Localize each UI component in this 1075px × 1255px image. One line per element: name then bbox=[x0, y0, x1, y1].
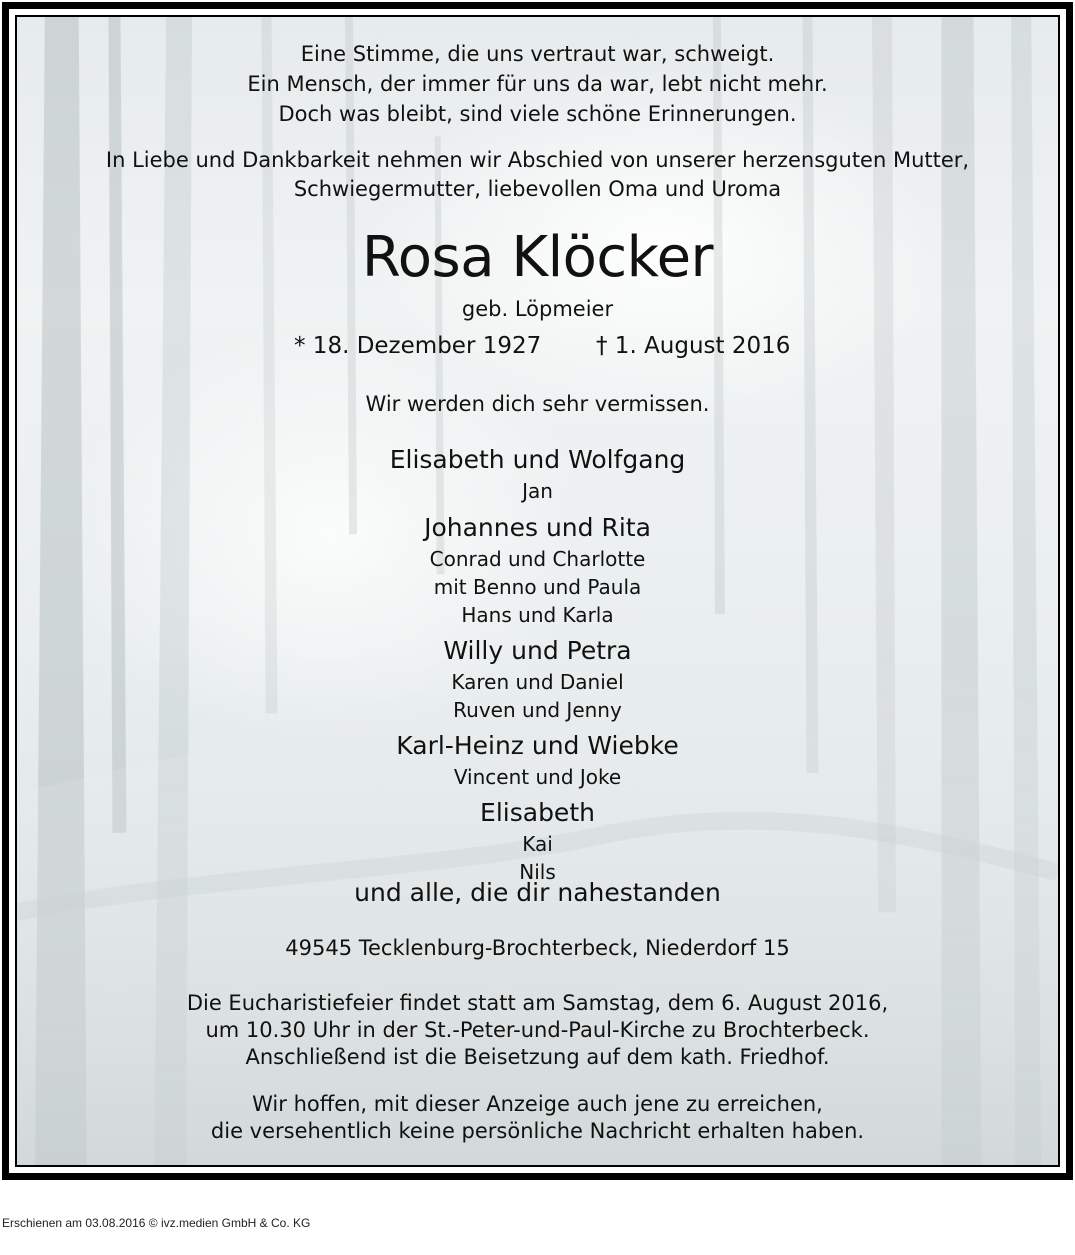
family-group bbox=[17, 443, 1058, 505]
obituary-background bbox=[15, 15, 1060, 1167]
miss-line: Wir werden dich sehr vermissen. bbox=[365, 392, 710, 416]
family-child: Hans und Karla bbox=[461, 603, 614, 627]
publication-footer: Erschienen am 03.08.2016 © ivz.medien GmbH & Co. KG bbox=[2, 1216, 311, 1230]
notice-text: Wir hoffen, mit dieser Anzeige auch jene zu erreichen, die versehentlich keine persönliche Nachricht erhalten haben. bbox=[210, 1092, 865, 1143]
family-child: mit Benno und Paula bbox=[433, 575, 642, 599]
farewell-intro: In Liebe und Dankbarkeit nehmen wir Abschied von unserer herzensguten Mutter, Schwiegermutter, liebevollen Oma und Uroma bbox=[105, 148, 970, 201]
family-couple: Johannes und Rita bbox=[424, 513, 651, 542]
family-address: 49545 Tecklenburg-Brochterbeck, Niederdorf 15 bbox=[285, 936, 790, 960]
family-child: Karen und Daniel bbox=[451, 670, 624, 694]
family-couple: Karl-Heinz und Wiebke bbox=[396, 731, 679, 760]
family-child: Kai bbox=[522, 832, 553, 856]
birth-date: * 18. Dezember 1927 bbox=[294, 333, 542, 359]
family-child: Ruven und Jenny bbox=[453, 698, 622, 722]
family-child: Conrad und Charlotte bbox=[429, 547, 646, 571]
family-group bbox=[17, 796, 1058, 886]
funeral-service-info: Die Eucharistiefeier findet statt am Samstag, dem 6. August 2016, um 10.30 Uhr in der St.-Peter-und-Paul-Kirche zu Brochterbeck. Anschließend ist die Beisetzung auf dem kath. Friedhof. bbox=[186, 991, 889, 1069]
family-group bbox=[17, 511, 1058, 629]
family-couple: Elisabeth bbox=[480, 798, 595, 827]
family-child: Nils bbox=[519, 860, 556, 884]
deceased-name: Rosa Klöcker bbox=[361, 225, 714, 290]
family-group bbox=[17, 729, 1058, 791]
family-group bbox=[17, 634, 1058, 724]
family-couple: Willy und Petra bbox=[443, 636, 632, 665]
family-child: Jan bbox=[522, 479, 553, 503]
obituary-frame bbox=[2, 2, 1073, 1180]
maiden-name: geb. Löpmeier bbox=[461, 297, 614, 321]
family-child: Vincent und Joke bbox=[453, 765, 622, 789]
mourners-list bbox=[17, 443, 1058, 886]
death-date: † 1. August 2016 bbox=[596, 333, 791, 359]
memorial-verse: Eine Stimme, die uns vertraut war, schweigt. Ein Mensch, der immer für uns da war, lebt nicht mehr. Doch was bleibt, sind viele schöne Erinnerungen. bbox=[247, 42, 828, 126]
closing-family-line: und alle, die dir nahestanden bbox=[354, 878, 721, 907]
family-couple: Elisabeth und Wolfgang bbox=[389, 445, 686, 474]
